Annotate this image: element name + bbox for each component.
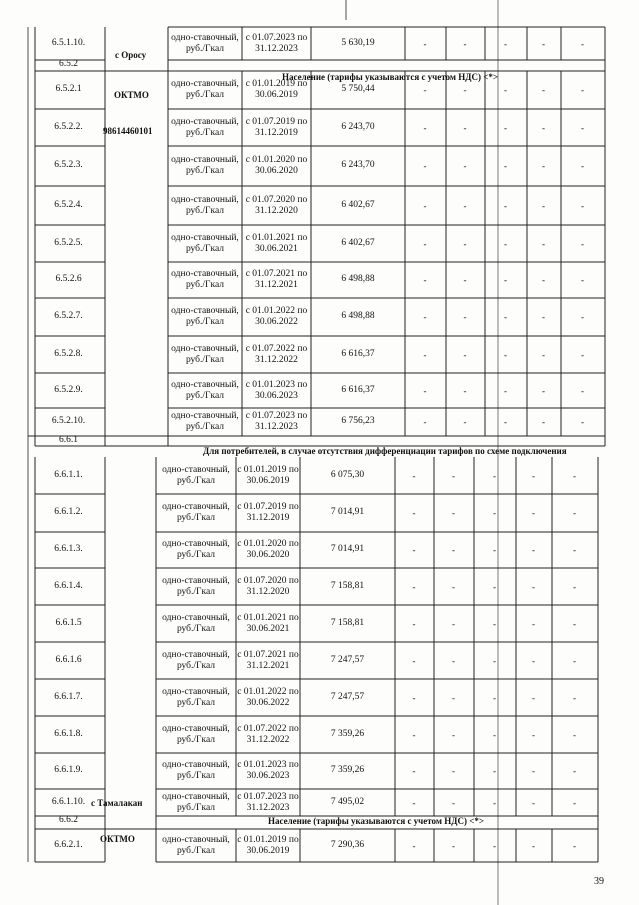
- row-tariff-type: одно-ставочный, руб./Гкал: [171, 116, 239, 138]
- row-empty-cell: -: [581, 38, 584, 49]
- row-code: 6.5.1.10.: [51, 37, 86, 48]
- row-empty-cell: -: [573, 692, 576, 703]
- row-tariff-value: 7 290,36: [330, 839, 365, 850]
- row-empty-cell: -: [452, 797, 455, 808]
- row-empty-cell: -: [452, 545, 455, 555]
- row-empty-cell: -: [581, 312, 584, 322]
- row-empty-cell: -: [573, 797, 576, 808]
- row-code: 6.5.2: [59, 59, 78, 69]
- row-period: с 01.01.2021 по 30.06.2021: [237, 612, 299, 634]
- row-code: 6.6.1.4.: [54, 580, 83, 591]
- row-empty-cell: -: [463, 385, 467, 396]
- row-period: с 01.07.2020 по 31.12.2020: [237, 575, 299, 597]
- row-code: 6.5.2.3.: [54, 160, 83, 170]
- row-tariff-type: одно-ставочный, руб./Гкал: [162, 502, 230, 523]
- row-empty-cell: -: [452, 508, 455, 518]
- row-empty-cell: -: [542, 349, 545, 360]
- row-empty-cell: -: [412, 581, 416, 592]
- row-empty-cell: -: [423, 38, 427, 49]
- row-empty-cell: -: [412, 729, 416, 740]
- row-period: с 01.07.2023 по 31.12.2023: [245, 32, 308, 54]
- locality-label-oros: с Оросу: [115, 50, 147, 60]
- row-empty-cell: -: [423, 85, 427, 95]
- row-empty-cell: -: [493, 840, 496, 851]
- row-period: с 01.01.2023 по 30.06.2023: [245, 379, 308, 401]
- row-empty-cell: -: [532, 840, 535, 851]
- row-tariff-value: 7 359,26: [330, 728, 365, 739]
- row-code: 6.6.1.2.: [54, 507, 83, 517]
- row-tariff-value: 6 402,67: [341, 237, 375, 248]
- row-empty-cell: -: [542, 238, 545, 249]
- row-code: 6.6.1.10.: [51, 796, 86, 807]
- row-empty-cell: -: [573, 545, 576, 555]
- row-period: с 01.01.2021 по 30.06.2021: [245, 232, 308, 254]
- row-empty-cell: -: [532, 545, 535, 555]
- row-empty-cell: -: [493, 581, 496, 592]
- row-period: с 01.07.2019 по 31.12.2019: [237, 502, 299, 523]
- row-code: 6.5.2.2.: [54, 121, 83, 132]
- row-empty-cell: -: [463, 312, 467, 322]
- locality-label-tamalakan: с Тамалакан: [91, 798, 143, 808]
- row-empty-cell: -: [452, 692, 455, 703]
- row-empty-cell: -: [412, 508, 416, 518]
- row-period: с 01.07.2023 по 31.12.2023: [237, 791, 299, 813]
- row-empty-cell: -: [412, 766, 416, 776]
- row-code: 6.5.2.4.: [54, 199, 83, 210]
- oktmo-code: 98614460101: [103, 126, 153, 136]
- row-period: с 01.01.2019 по 30.06.2019: [237, 834, 299, 856]
- row-empty-cell: -: [423, 238, 427, 249]
- row-empty-cell: -: [412, 655, 416, 666]
- row-period: с 01.07.2023 по 31.12.2023: [245, 411, 308, 432]
- row-empty-cell: -: [493, 618, 496, 629]
- row-period: с 01.01.2019 по 30.06.2019: [237, 464, 299, 486]
- row-empty-cell: -: [581, 200, 584, 211]
- row-tariff-value: 7 014,91: [330, 507, 365, 517]
- row-code: 6.6.1.7.: [54, 691, 83, 702]
- row-empty-cell: -: [493, 545, 496, 555]
- row-empty-cell: -: [493, 692, 496, 703]
- row-empty-cell: -: [532, 470, 535, 481]
- row-empty-cell: -: [452, 840, 455, 851]
- row-empty-cell: -: [452, 766, 455, 776]
- row-empty-cell: -: [423, 312, 427, 322]
- row-empty-cell: -: [542, 38, 545, 49]
- row-code: 6.5.2.8.: [54, 348, 83, 359]
- row-empty-cell: -: [412, 797, 416, 808]
- row-code: 6.6.1.6: [55, 654, 82, 665]
- row-period: с 01.07.2021 по 31.12.2021: [237, 649, 299, 671]
- row-tariff-type: одно-ставочный, руб./Гкал: [171, 379, 239, 401]
- row-tariff-type: одно-ставочный, руб./Гкал: [171, 155, 239, 176]
- row-empty-cell: -: [504, 275, 507, 285]
- row-code: 6.5.2.7.: [54, 311, 83, 321]
- row-empty-cell: -: [423, 385, 427, 396]
- row-code: 6.5.2.1: [55, 84, 82, 94]
- row-tariff-value: 6 498,88: [341, 274, 375, 284]
- row-empty-cell: -: [423, 349, 427, 360]
- row-empty-cell: -: [452, 581, 455, 592]
- row-tariff-value: 6 616,37: [341, 348, 375, 359]
- row-tariff-value: 6 616,37: [341, 384, 375, 395]
- row-empty-cell: -: [573, 470, 576, 481]
- row-empty-cell: -: [532, 729, 535, 740]
- row-empty-cell: -: [542, 275, 545, 285]
- row-empty-cell: -: [452, 618, 455, 629]
- row-empty-cell: -: [532, 766, 535, 776]
- row-code: 6.6.2: [59, 815, 78, 825]
- row-empty-cell: -: [581, 85, 584, 95]
- row-period: с 01.07.2020 по 31.12.2020: [245, 194, 308, 216]
- row-empty-cell: -: [412, 692, 416, 703]
- row-empty-cell: -: [423, 200, 427, 211]
- row-empty-cell: -: [504, 385, 507, 396]
- row-code: 6.5.2.9.: [54, 384, 83, 395]
- row-empty-cell: -: [412, 470, 416, 481]
- row-period: с 01.01.2020 по 30.06.2020: [245, 155, 308, 176]
- row-empty-cell: -: [504, 349, 507, 360]
- row-empty-cell: -: [532, 655, 535, 666]
- row-tariff-value: 7 359,26: [330, 765, 365, 775]
- row-tariff-value: 7 247,57: [330, 691, 365, 702]
- row-empty-cell: -: [573, 766, 576, 776]
- row-tariff-value: 7 247,57: [330, 654, 365, 665]
- row-empty-cell: -: [504, 38, 507, 49]
- row-empty-cell: -: [412, 618, 416, 629]
- row-empty-cell: -: [493, 470, 496, 481]
- row-tariff-type: одно-ставочный, руб./Гкал: [162, 723, 230, 745]
- row-empty-cell: -: [463, 238, 467, 249]
- row-empty-cell: -: [452, 470, 455, 481]
- row-empty-cell: -: [573, 508, 576, 518]
- row-empty-cell: -: [463, 200, 467, 211]
- row-empty-cell: -: [504, 417, 507, 427]
- row-empty-cell: -: [463, 122, 467, 133]
- row-empty-cell: -: [581, 122, 584, 133]
- row-empty-cell: -: [581, 238, 584, 249]
- row-tariff-value: 7 014,91: [330, 544, 365, 554]
- row-tariff-value: 7 158,81: [330, 617, 365, 628]
- row-tariff-type: одно-ставочный, руб./Гкал: [162, 760, 230, 781]
- row-empty-cell: -: [423, 417, 427, 427]
- row-tariff-type: одно-ставочный, руб./Гкал: [171, 269, 239, 290]
- row-empty-cell: -: [532, 508, 535, 518]
- row-code: 6.6.1.5: [55, 617, 82, 628]
- row-empty-cell: -: [423, 161, 427, 171]
- row-tariff-value: 7 495,02: [330, 796, 365, 807]
- row-empty-cell: -: [573, 840, 576, 851]
- oktmo-label-2: ОКТМО: [100, 834, 135, 844]
- row-empty-cell: -: [504, 238, 507, 249]
- row-empty-cell: -: [581, 349, 584, 360]
- row-empty-cell: -: [493, 797, 496, 808]
- row-empty-cell: -: [504, 161, 507, 171]
- row-code: 6.5.2.10.: [51, 416, 86, 426]
- oktmo-label: ОКТМО: [114, 90, 149, 100]
- row-empty-cell: -: [581, 275, 584, 285]
- row-code: 6.6.1.9.: [54, 765, 83, 775]
- row-code: 6.5.2.5.: [54, 237, 83, 248]
- row-empty-cell: -: [504, 85, 507, 95]
- row-empty-cell: -: [412, 840, 416, 851]
- row-empty-cell: -: [463, 275, 467, 285]
- row-empty-cell: -: [532, 797, 535, 808]
- row-tariff-type: одно-ставочный, руб./Гкал: [162, 464, 230, 486]
- row-period: с 01.07.2019 по 31.12.2019: [245, 116, 308, 138]
- row-empty-cell: -: [542, 385, 545, 396]
- row-period: с 01.07.2021 по 31.12.2021: [245, 269, 308, 290]
- row-empty-cell: -: [573, 581, 576, 592]
- row-tariff-value: 6 498,88: [341, 311, 375, 321]
- row-tariff-type: одно-ставочный, руб./Гкал: [162, 649, 230, 671]
- row-tariff-type: одно-ставочный, руб./Гкал: [162, 791, 230, 813]
- row-empty-cell: -: [493, 729, 496, 740]
- row-empty-cell: -: [573, 655, 576, 666]
- row-tariff-type: одно-ставочный, руб./Гкал: [171, 32, 239, 54]
- row-empty-cell: -: [504, 200, 507, 211]
- row-tariff-value: 6 075,30: [330, 469, 365, 480]
- row-empty-cell: -: [581, 385, 584, 396]
- row-tariff-value: 6 243,70: [341, 160, 375, 170]
- section-header-population-1: Население (тарифы указываются с учетом НДС) <*>: [282, 72, 498, 82]
- row-tariff-type: одно-ставочный, руб./Гкал: [171, 411, 239, 432]
- row-period: с 01.07.2022 по 31.12.2022: [245, 343, 308, 365]
- row-tariff-type: одно-ставочный, руб./Гкал: [162, 539, 230, 560]
- row-empty-cell: -: [504, 312, 507, 322]
- row-empty-cell: -: [423, 275, 427, 285]
- row-period: с 01.01.2020 по 30.06.2020: [237, 539, 299, 560]
- row-empty-cell: -: [452, 655, 455, 666]
- row-tariff-type: одно-ставочный, руб./Гкал: [162, 686, 230, 708]
- row-empty-cell: -: [463, 349, 467, 360]
- row-tariff-value: 5 630,19: [341, 37, 375, 48]
- row-empty-cell: -: [542, 312, 545, 322]
- row-code: 6.6.1.3.: [54, 544, 83, 554]
- row-tariff-type: одно-ставочный, руб./Гкал: [162, 612, 230, 634]
- row-period: с 01.01.2022 по 30.06.2022: [237, 686, 299, 708]
- row-period: с 01.01.2019 по 30.06.2019: [245, 79, 308, 100]
- row-empty-cell: -: [423, 122, 427, 133]
- row-period: с 01.01.2023 по 30.06.2023: [237, 760, 299, 781]
- row-empty-cell: -: [573, 618, 576, 629]
- row-tariff-value: 6 243,70: [341, 121, 375, 132]
- row-tariff-value: 6 756,23: [341, 416, 375, 426]
- row-empty-cell: -: [542, 161, 545, 171]
- row-empty-cell: -: [412, 545, 416, 555]
- row-code: 6.6.2.1.: [54, 839, 83, 850]
- row-tariff-value: 7 158,81: [330, 580, 365, 591]
- row-empty-cell: -: [493, 508, 496, 518]
- row-empty-cell: -: [581, 417, 584, 427]
- page-number: 39: [594, 876, 604, 887]
- row-empty-cell: -: [542, 122, 545, 133]
- row-empty-cell: -: [542, 85, 545, 95]
- row-tariff-type: одно-ставочный, руб./Гкал: [171, 306, 239, 327]
- row-empty-cell: -: [463, 85, 467, 95]
- row-period: с 01.07.2022 по 31.12.2022: [237, 723, 299, 745]
- row-tariff-type: одно-ставочный, руб./Гкал: [171, 79, 239, 100]
- row-empty-cell: -: [542, 417, 545, 427]
- row-empty-cell: -: [532, 618, 535, 629]
- row-period: с 01.01.2022 по 30.06.2022: [245, 306, 308, 327]
- row-code: 6.6.1: [59, 435, 78, 445]
- row-empty-cell: -: [493, 655, 496, 666]
- row-empty-cell: -: [463, 417, 467, 427]
- row-empty-cell: -: [504, 122, 507, 133]
- row-empty-cell: -: [573, 729, 576, 740]
- row-code: 6.5.2.6: [55, 274, 82, 284]
- row-empty-cell: -: [542, 200, 545, 211]
- section-header-population-2: Население (тарифы указываются с учетом НДС) <*>: [268, 816, 484, 826]
- section-header-consumers: Для потребителей, в случае отсутствия дифференциации тарифов по схеме подключения: [203, 446, 567, 456]
- row-code: 6.6.1.1.: [54, 469, 83, 480]
- row-tariff-type: одно-ставочный, руб./Гкал: [162, 575, 230, 597]
- row-empty-cell: -: [493, 766, 496, 776]
- row-tariff-type: одно-ставочный, руб./Гкал: [171, 194, 239, 216]
- row-tariff-value: 5 750,44: [341, 84, 375, 94]
- row-empty-cell: -: [532, 692, 535, 703]
- row-tariff-type: одно-ставочный, руб./Гкал: [171, 343, 239, 365]
- row-code: 6.6.1.8.: [54, 728, 83, 739]
- row-empty-cell: -: [581, 161, 584, 171]
- row-empty-cell: -: [452, 729, 455, 740]
- row-empty-cell: -: [463, 161, 467, 171]
- row-empty-cell: -: [463, 38, 467, 49]
- row-tariff-type: одно-ставочный, руб./Гкал: [171, 232, 239, 254]
- row-empty-cell: -: [532, 581, 535, 592]
- row-tariff-value: 6 402,67: [341, 199, 375, 210]
- row-tariff-type: одно-ставочный, руб./Гкал: [162, 834, 230, 856]
